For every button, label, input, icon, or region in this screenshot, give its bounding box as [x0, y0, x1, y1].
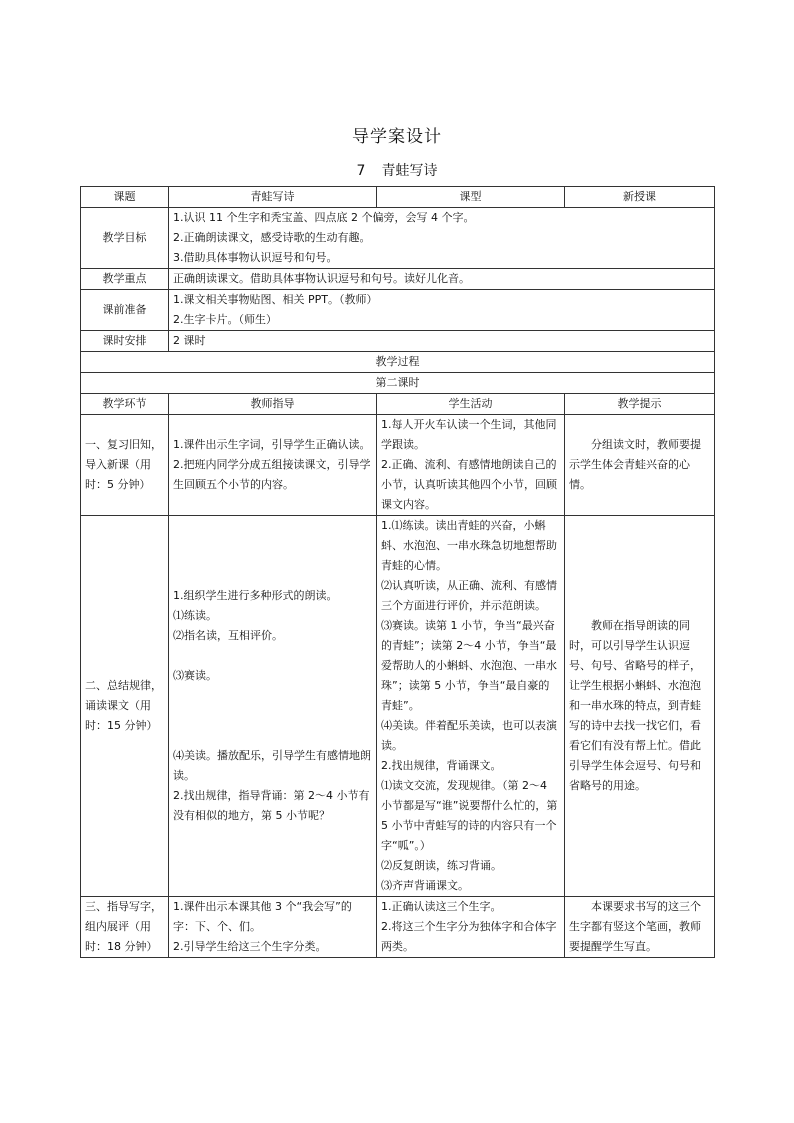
prep-item: 2.生字卡片。（师生）	[173, 313, 277, 326]
student-line: 2.找出规律，背诵课文。	[381, 759, 502, 772]
type-value: 新授课	[565, 187, 715, 208]
topic-value: 青蛙写诗	[169, 187, 377, 208]
lesson-title: 青蛙写诗	[381, 163, 438, 179]
row-period	[81, 373, 715, 394]
row-hours	[81, 331, 715, 352]
row-focus	[81, 269, 715, 290]
topic-label: 课题	[81, 187, 169, 208]
focus-label: 教学重点	[81, 269, 169, 290]
step-row	[81, 516, 715, 897]
teacher-line: 2.找出规律，指导背诵：第 2～4 小节有没有相似的地方，第 5 小节呢？	[173, 789, 370, 822]
student-line: ⑴读文交流，发现规律。（第 2～4 小节都是写“谁”说要帮什么忙的，第 5 小节中青蛙写的诗的内容只有一个字“呱”。）	[381, 779, 558, 852]
process-label: 教学过程	[81, 352, 715, 373]
type-label: 课型	[377, 187, 565, 208]
step-student	[377, 897, 565, 958]
period-label: 第二课时	[81, 373, 715, 394]
step-tip	[565, 415, 715, 516]
hours-value: 2 课时	[169, 331, 715, 352]
header-stage: 教学环节	[81, 394, 169, 415]
header-row	[81, 394, 715, 415]
header-student: 学生活动	[377, 394, 565, 415]
student-line: 2.正确、流利、有感情地朗读自己的小节，认真听读其他四个小节，回顾课文内容。	[381, 458, 557, 511]
step-stage: 一、复习旧知，导入新课（用时：5 分钟）	[81, 415, 169, 516]
teacher-line: 1.课件出示本课其他 3 个“我会写”的字：下、个、们。	[173, 900, 352, 933]
student-line: ⑶齐声背诵课文。	[381, 879, 469, 892]
header-teacher: 教师指导	[169, 394, 377, 415]
lesson-heading	[0, 160, 794, 180]
row-process	[81, 352, 715, 373]
tip-text: 分组读文时，教师要提示学生体会青蛙兴奋的心情。	[569, 438, 701, 491]
teacher-line: ⑴练读。	[173, 609, 217, 622]
step-tip	[565, 897, 715, 958]
goal-item: 1.认识 11 个生字和秃宝盖、四点底 2 个偏旁，会写 4 个字。	[173, 211, 475, 224]
student-line: 1.⑴练读。读出青蛙的兴奋，小蝌蚪、水泡泡、一串水珠急切地想帮助青蛙的心情。	[381, 519, 557, 572]
step-student	[377, 516, 565, 897]
student-line: ⑶赛读。读第 1 小节，争当“最兴奋的青蛙”；读第 2～4 小节，争当“最爱帮助人的小蝌蚪、水泡泡、一串水珠”；读第 5 小节，争当“最自豪的青蛙”。	[381, 619, 557, 712]
row-topic	[81, 187, 715, 208]
step-stage: 二、总结规律，诵读课文（用时：15 分钟）	[81, 516, 169, 897]
student-line: ⑵反复朗读，练习背诵。	[381, 859, 502, 872]
goals-cell	[169, 208, 715, 269]
header-tip: 教学提示	[565, 394, 715, 415]
tip-text: 教师在指导朗读的同时，可以引导学生认识逗号、句号、省略号的样子，让学生根据小蝌蚪、水泡泡和一串水珠的特点，到青蛙写的诗中去找一找它们，看看它们有没有帮上忙。借此引导学生体会逗号、句号和省略号的用途。	[569, 619, 701, 792]
lesson-number: 7	[356, 163, 366, 179]
step-row	[81, 415, 715, 516]
goal-item: 3.借助具体事物认识逗号和句号。	[173, 251, 338, 264]
step-student	[377, 415, 565, 516]
row-goals	[81, 208, 715, 269]
lesson-plan-table	[80, 186, 715, 958]
teacher-line: 1.课件出示生字词，引导学生正确认读。	[173, 438, 371, 451]
teacher-line: 2.把班内同学分成五组接读课文，引导学生回顾五个小节的内容。	[173, 458, 371, 491]
step-row	[81, 897, 715, 958]
step-teacher	[169, 897, 377, 958]
tip-text: 本课要求书写的这三个生字都有竖这个笔画，教师要提醒学生写直。	[569, 900, 701, 953]
prep-cell	[169, 290, 715, 331]
teacher-line: 2.引导学生给这三个生字分类。	[173, 940, 327, 953]
focus-value: 正确朗读课文。借助具体事物认识逗号和句号。读好儿化音。	[169, 269, 715, 290]
teacher-line: ⑷美读。播放配乐，引导学生有感情地朗读。	[173, 749, 371, 782]
goals-label: 教学目标	[81, 208, 169, 269]
prep-label: 课前准备	[81, 290, 169, 331]
hours-label: 课时安排	[81, 331, 169, 352]
step-teacher	[169, 415, 377, 516]
student-line: ⑵认真听读，从正确、流利、有感情三个方面进行评价，并示范朗读。	[381, 579, 557, 612]
teacher-line: ⑵指名读，互相评价。	[173, 629, 283, 642]
student-line: 1.正确认读这三个生字。	[381, 900, 502, 913]
prep-item: 1.课文相关事物贴图、相关 PPT。（教师）	[173, 293, 378, 306]
teacher-line: 1.组织学生进行多种形式的朗读。	[173, 589, 338, 602]
step-stage: 三、指导写字，组内展评（用时：18 分钟）	[81, 897, 169, 958]
step-teacher	[169, 516, 377, 897]
teacher-line: ⑶赛读。	[173, 669, 217, 682]
goal-item: 2.正确朗读课文，感受诗歌的生动有趣。	[173, 231, 371, 244]
row-prep	[81, 290, 715, 331]
step-tip	[565, 516, 715, 897]
student-line: ⑷美读。伴着配乐美读，也可以表演读。	[381, 719, 557, 752]
student-line: 2.将这三个生字分为独体字和合体字两类。	[381, 920, 557, 953]
document-title: 导学案设计	[352, 127, 442, 147]
student-line: 1.每人开火车认读一个生词，其他同学跟读。	[381, 418, 557, 451]
